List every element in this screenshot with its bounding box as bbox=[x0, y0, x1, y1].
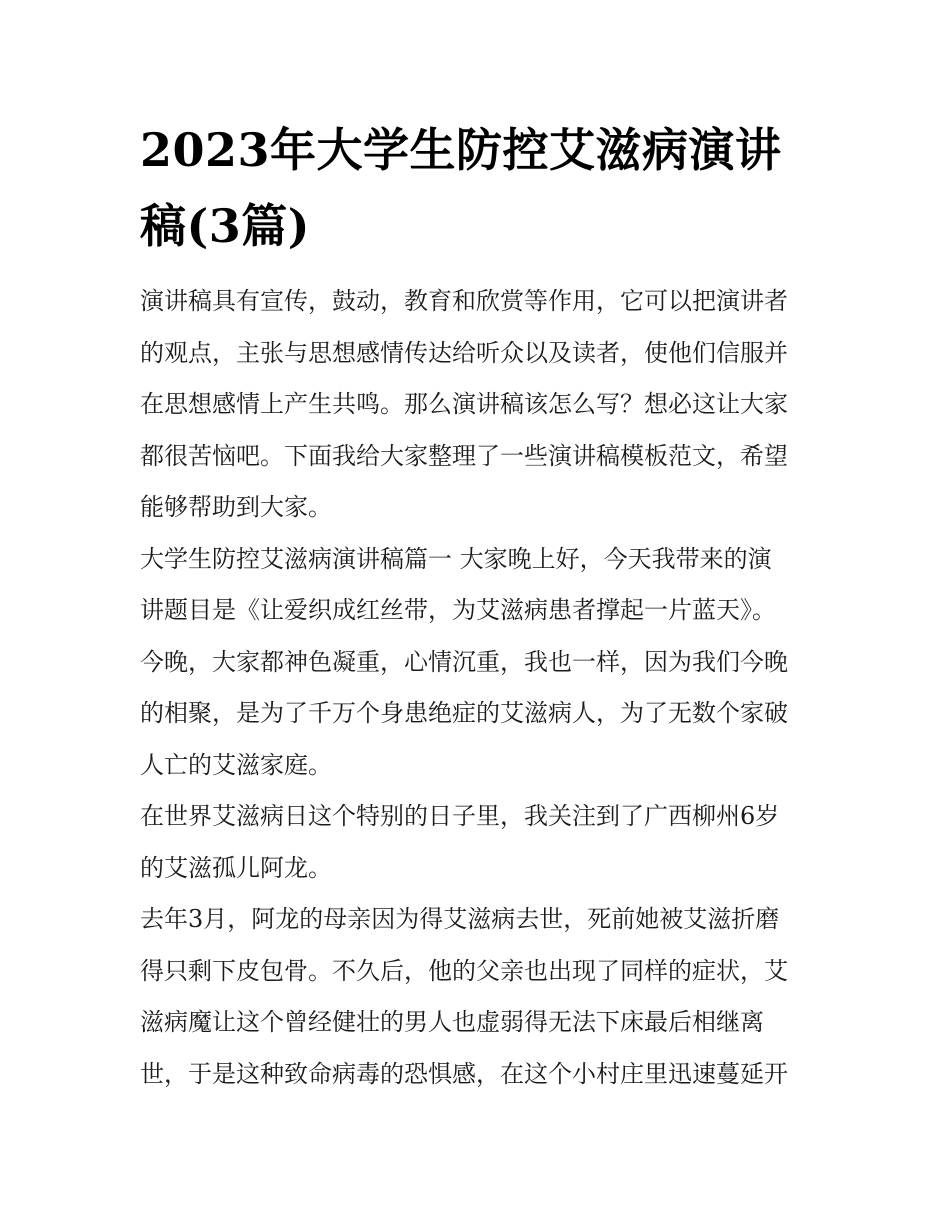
paragraph-intro: 演讲稿具有宣传，鼓动，教育和欣赏等作用，它可以把演讲者 的观点，主张与思想感情传达给听众以及读者，使他们信服并 在思想感情上产生共鸣。那么演讲稿该怎么写？想必这让大家 都很苦恼吧。下面我给大家整理了一些演讲稿模板范文，希望 能够帮助到大家。 bbox=[140, 287, 788, 521]
paragraph-along-story: 去年3月，阿龙的母亲因为得艾滋病去世，死前她被艾滋折磨 得只剩下皮包骨。不久后，他的父亲也出现了同样的症状，艾 滋病魔让这个曾经健壮的男人也虚弱得无法下床最后相继离 世，于是这种致命病毒的恐惧感，在这个小村庄里迅速蔓延开 bbox=[140, 905, 788, 1088]
paragraph-speech-opening: 大学生防控艾滋病演讲稿篇一 大家晚上好，今天我带来的演 讲题目是《让爱织成红丝带，为艾滋病患者撑起一片蓝天》。 今晚，大家都神色凝重，心情沉重，我也一样，因为我们今晚 的相聚，是为了千万个身患绝症的艾滋病人，为了无数个家破 人亡的艾滋家庭。 bbox=[140, 544, 788, 779]
document-body bbox=[140, 112, 812, 1100]
paragraph-along-intro: 在世界艾滋病日这个特别的日子里，我关注到了广西柳州6岁 的艾滋孤儿阿龙。 bbox=[140, 802, 780, 882]
document-title: 2023年大学生防控艾滋病演讲 稿(3篇) bbox=[140, 123, 782, 253]
